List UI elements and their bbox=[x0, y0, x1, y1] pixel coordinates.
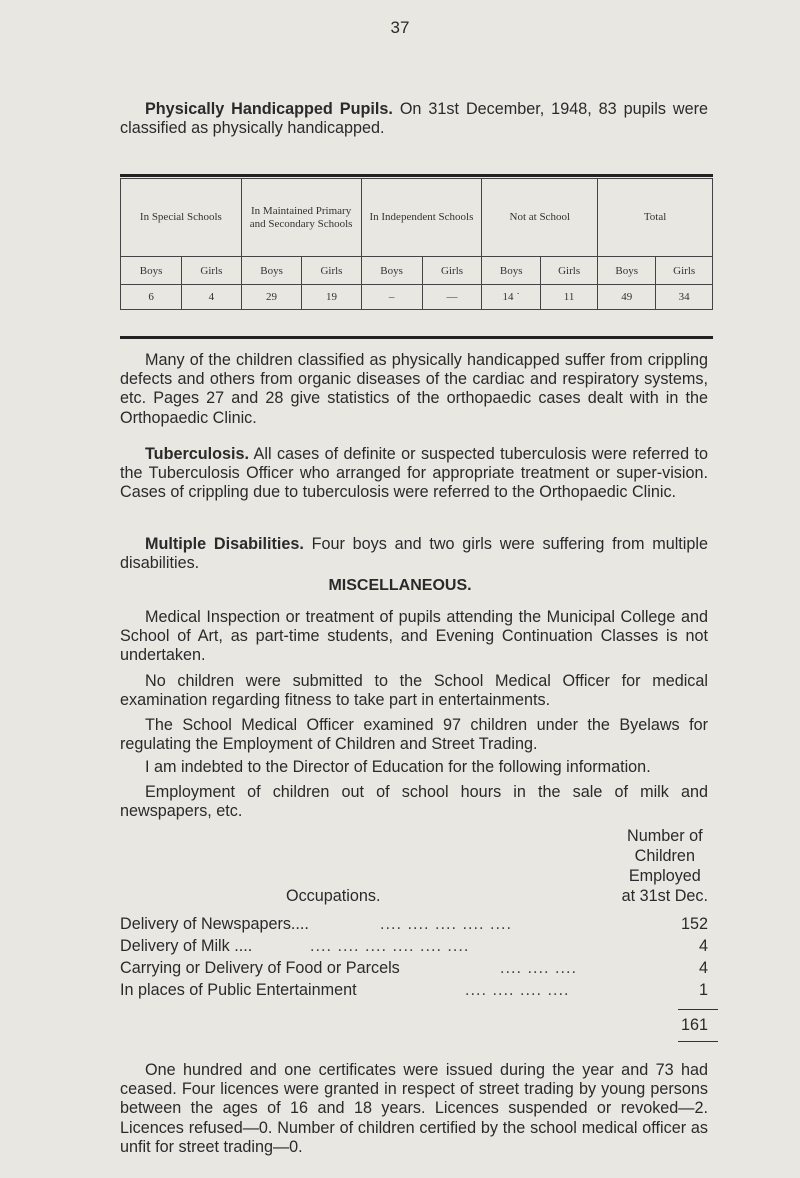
tuberculosis-paragraph bbox=[120, 445, 708, 503]
intro-text: On 31st December, 1948, 83 pupils were classified as physically handicapped. bbox=[120, 100, 708, 138]
sub-header-cell: Girls bbox=[656, 257, 713, 285]
paragraph-no-children: No children were submitted to the School Medical Officer for medical examination regarding fitness to take part in entertainments. bbox=[120, 672, 708, 710]
header-total: Total bbox=[598, 179, 713, 257]
occupation-label: In places of Public Entertainment bbox=[120, 981, 357, 999]
occupation-label: Delivery of Milk .... bbox=[120, 937, 253, 955]
table-bottom-rule bbox=[120, 336, 713, 339]
value-cell: 4 bbox=[182, 285, 242, 310]
occupation-total: 161 bbox=[680, 1016, 708, 1034]
occupation-value: 4 bbox=[698, 937, 708, 955]
value-cell: 19 bbox=[302, 285, 361, 310]
value-cell: – bbox=[361, 285, 422, 310]
multiple-title: Multiple Disabilities. bbox=[145, 535, 304, 553]
column-header-line: Children bbox=[634, 847, 695, 865]
value-cell: 6 bbox=[121, 285, 182, 310]
occupation-dots: .... .... .... .... .... .... bbox=[310, 937, 470, 955]
column-header-line: Number of bbox=[627, 827, 703, 845]
occupations-title: Occupations. bbox=[286, 887, 381, 905]
occupations-column-header bbox=[622, 826, 708, 906]
header-independent-schools: In Independent Schools bbox=[361, 179, 482, 257]
column-header-line: at 31st Dec. bbox=[621, 887, 708, 905]
value-cell: 49 bbox=[598, 285, 656, 310]
tuberculosis-title: Tuberculosis. bbox=[145, 445, 250, 463]
value-cell: 11 bbox=[541, 285, 598, 310]
table-subheader-row bbox=[121, 257, 713, 285]
header-maintained-schools: In Maintained Primary and Secondary Schools bbox=[241, 179, 361, 257]
sub-header-cell: Boys bbox=[598, 257, 656, 285]
occupation-dots: .... .... .... bbox=[500, 959, 577, 977]
paragraph-certificates: One hundred and one certificates were issued during the year and 73 had ceased. Four licences were granted in respect of street trading by young persons between the ages of 16 and 18 years. Licences suspended or revoked—2. Licences refused—0. Number of children certified by the school medical officer as unfit for street trading—0. bbox=[120, 1061, 708, 1156]
sub-header-cell: Girls bbox=[422, 257, 482, 285]
sub-header-cell: Boys bbox=[121, 257, 182, 285]
occupation-label: Delivery of Newspapers.... bbox=[120, 915, 309, 933]
sub-header-cell: Boys bbox=[482, 257, 541, 285]
occupation-value: 152 bbox=[680, 915, 708, 933]
occupation-total-row bbox=[120, 1016, 720, 1036]
sub-header-cell: Boys bbox=[241, 257, 302, 285]
tuberculosis-text: All cases of definite or suspected tuberculosis were referred to the Tuberculosis Officer who arranged for appropriate treatment or super-vision. Cases of crippling due to tuberculosis were referred to the Orthopaedic Clinic. bbox=[120, 445, 708, 502]
column-header-line: Employed bbox=[628, 867, 701, 885]
sub-header-cell: Girls bbox=[302, 257, 361, 285]
header-not-at-school: Not at School bbox=[482, 179, 598, 257]
handicapped-table bbox=[120, 178, 713, 310]
value-cell: 14 ˙ bbox=[482, 285, 541, 310]
occupation-row bbox=[120, 959, 720, 979]
occupation-label: Carrying or Delivery of Food or Parcels bbox=[120, 959, 400, 977]
table-values-row bbox=[121, 285, 713, 310]
intro-title: Physically Handicapped Pupils. bbox=[145, 100, 393, 118]
paragraph-indebted: I am indebted to the Director of Education for the following information. bbox=[145, 758, 651, 776]
occupation-dots: .... .... .... .... bbox=[465, 981, 570, 999]
occupation-row bbox=[120, 981, 720, 1001]
paragraph-employment: Employment of children out of school hours in the sale of milk and newspapers, etc. bbox=[120, 783, 708, 821]
sub-header-cell: Boys bbox=[361, 257, 422, 285]
table-top-rule bbox=[120, 174, 713, 177]
total-rule-bottom bbox=[678, 1041, 718, 1042]
occupation-row bbox=[120, 915, 720, 935]
paragraph-many: Many of the children classified as physically handicapped suffer from crippling defects and others from organic diseases of the cardiac and respiratory systems, etc. Pages 27 and 28 give statistics of the orthopaedic cases dealt with in the Orthopaedic Clinic. bbox=[120, 351, 708, 427]
value-cell: 34 bbox=[656, 285, 713, 310]
total-rule-top bbox=[678, 1009, 718, 1010]
occupation-value: 1 bbox=[698, 981, 708, 999]
multiple-paragraph bbox=[120, 535, 708, 573]
paragraph-medical: Medical Inspection or treatment of pupils attending the Municipal College and School of Art, as part-time students, and Evening Continuation Classes is not undertaken. bbox=[120, 608, 708, 665]
table-header-row bbox=[121, 179, 713, 257]
sub-header-cell: Girls bbox=[182, 257, 242, 285]
value-cell: — bbox=[422, 285, 482, 310]
paragraph-examined: The School Medical Officer examined 97 children under the Byelaws for regulating the Employment of Children and Street Trading. bbox=[120, 716, 708, 754]
occupation-row bbox=[120, 937, 720, 957]
intro-paragraph bbox=[120, 100, 708, 138]
occupation-dots: .... .... .... .... .... bbox=[380, 915, 512, 933]
page-number: 37 bbox=[390, 18, 410, 37]
sub-header-cell: Girls bbox=[541, 257, 598, 285]
occupation-value: 4 bbox=[698, 959, 708, 977]
value-cell: 29 bbox=[241, 285, 302, 310]
multiple-text: Four boys and two girls were suffering from multiple disabilities. bbox=[120, 535, 708, 573]
miscellaneous-heading: MISCELLANEOUS. bbox=[328, 577, 472, 594]
header-special-schools: In Special Schools bbox=[121, 179, 242, 257]
